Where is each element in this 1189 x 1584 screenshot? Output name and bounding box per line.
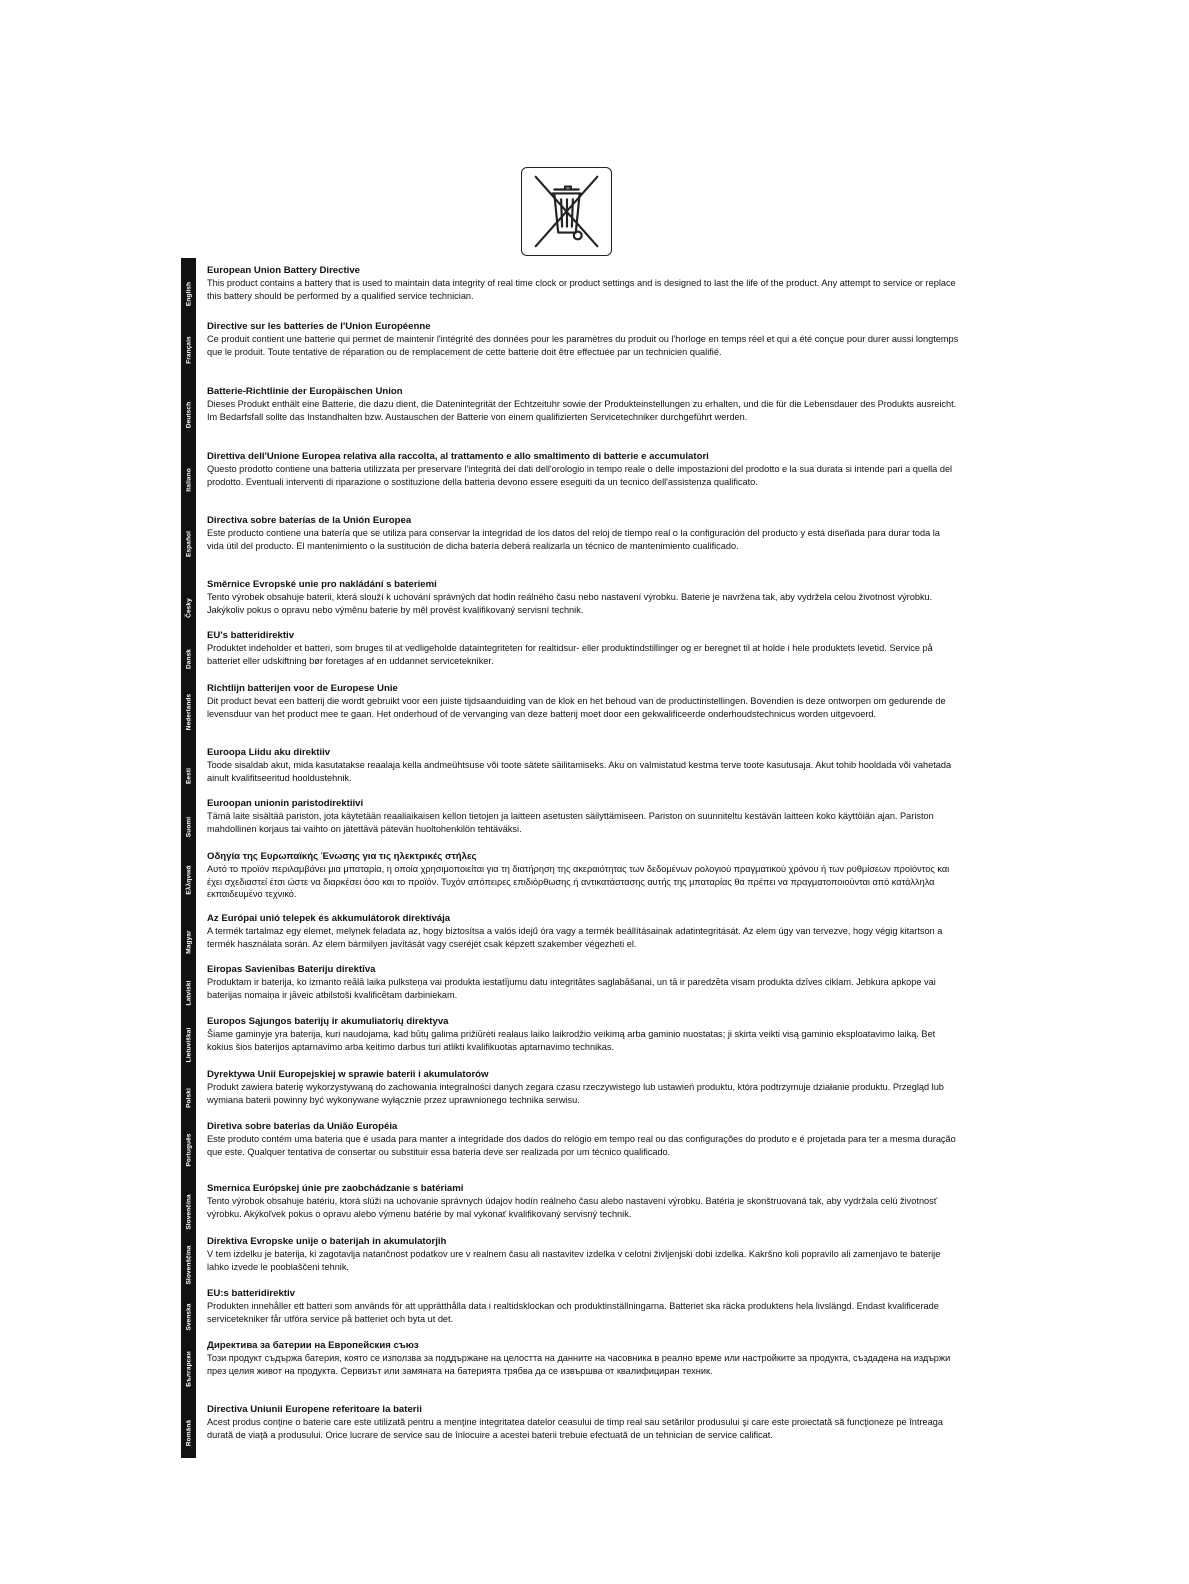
language-tab <box>181 264 196 324</box>
language-label: Nederlands <box>185 693 192 731</box>
section-body: Produktet indeholder et batteri, som bruges til at vedligeholde dataintegriteten for realtidsur- eller produktindstillinger og er beregnet til at holde i hele produktets levetid. Service på batteriet eller udskiftning bør foretages af en uddannet servicetekniker. <box>207 643 933 666</box>
language-label: Latviski <box>185 980 192 1006</box>
section-title: Euroopa Liidu aku direktiiv <box>207 747 331 758</box>
section-title: Dyrektywa Unii Europejskiej w sprawie baterii i akumulatorów <box>207 1069 489 1080</box>
language-label: Български <box>185 1351 192 1387</box>
language-label: Slovenščina <box>185 1245 192 1285</box>
language-tab <box>181 963 196 1023</box>
section-body: Este producto contiene una batería que se utiliza para conservar la integridad de los datos del reloj de tiempo real o la configuración del producto y está diseñada para durar toda la vida útil del producto. El mantenimiento o la sustitución de dicha batería deberá realizarla un técnico de mantenimiento cualificado. <box>207 528 940 551</box>
section-title: Europos Sąjungos baterijų ir akumuliatorių direktyva <box>207 1016 449 1027</box>
section-title: Directive sur les batteries de l'Union Européenne <box>207 321 431 332</box>
section-body: Produkten innehåller ett batteri som används för att upprätthålla data i realtidsklockan och produktinställningarna. Batteriet ska räcka produktens hela livslängd. Endast kvalificerade servicetekniker får utföra service på batteriet och byta ut det. <box>207 1301 939 1324</box>
language-label: Eesti <box>185 767 192 785</box>
language-label: Deutsch <box>185 401 192 429</box>
section-body: Ce produit contient une batterie qui permet de maintenir l'intégrité des données pour les paramètres du produit ou l'horloge en temps réel et qui a été conçue pour durer aussi longtemps que le produit. Toute tentative de réparation ou de remplacement de cette batterie doit être effectuée par un technicien qualifié. <box>207 334 959 357</box>
language-tab <box>181 385 196 445</box>
section-title: Direktiva Evropske unije o baterijah in akumulatorjih <box>207 1236 447 1247</box>
section-title: Batterie-Richtlinie der Europäischen Union <box>207 386 403 397</box>
section-body: V tem izdelku je baterija, ki zagotavlja natančnost podatkov ure v realnem času ali nastavitev izdelka v celotni življenjski dobi izdelka. Kakršno koli popravilo ali zamenjavo te baterije lahko izvede le pooblaščeni tehnik. <box>207 1249 941 1272</box>
language-label: Lietuviškai <box>185 1027 192 1063</box>
language-label: Ελληνικά <box>185 865 192 895</box>
section-title: Smernica Európskej únie pre zaobchádzanie s batériami <box>207 1183 464 1194</box>
language-label: Polski <box>185 1088 192 1108</box>
section-body: Tento výrobek obsahuje baterii, která slouží k uchování správných dat hodin reálného času nebo nastavení výrobku. Baterie je navržena tak, aby vydržela celou životnost výrobku. Jakýkoliv pokus o opravu nebo výměnu baterie by měl provést kvalifikovaný servisní technik. <box>207 592 933 615</box>
section-body: Produkt zawiera baterię wykorzystywaną do zachowania integralności danych zegara czasu rzeczywistego lub ustawień produktu, która podtrzymuje działanie produktu. Przegląd lub wymiana baterii powinny być wykonywane wyłącznie przez uprawnionego technika serwisu. <box>207 1082 944 1105</box>
section-title: Οδηγία της Ευρωπαϊκής Ένωσης για τις ηλεκτρικές στήλες <box>207 851 477 862</box>
section-title: Eiropas Savienības Bateriju direktīva <box>207 964 376 975</box>
section-body: A termék tartalmaz egy elemet, melynek feladata az, hogy biztosítsa a valós idejű óra vagy a termék beállításainak adatintegritását. Az elem úgy van tervezve, hogy végig kitartson a termék használata során. Az elem bármilyen javítását vagy cseréjét csak képzett szakember végezheti el. <box>207 926 943 949</box>
language-tab <box>181 450 196 510</box>
language-tab <box>181 1287 196 1347</box>
language-tab <box>181 1015 196 1075</box>
section-title: European Union Battery Directive <box>207 265 361 276</box>
section-body: Dit product bevat een batterij die wordt gebruikt voor een juiste tijdsaanduiding van de klok en het behoud van de productinstellingen. Bovendien is deze ontworpen om gedurende de levensduur van het product mee te gaan. Het onderhoud of de vervanging van deze batterij moet door een gekwalificeerde onderhoudstechnicus worden uitgevoerd. <box>207 696 946 719</box>
section-body: Tämä laite sisältää pariston, jota käytetään reaaliaikaisen kellon tietojen ja laitteen asetusten säilyttämiseen. Pariston on suunniteltu kestävän laitteen koko käyttöiän ajan. Pariston mahdollinen korjaus tai vaihto on jätettävä pätevän huoltohenkilön tehtäväksi. <box>207 811 934 834</box>
language-label: Magyar <box>185 930 192 954</box>
section-body: Questo prodotto contiene una batteria utilizzata per preservare l'integrità dei dati dell'orologio in tempo reale o delle impostazioni del prodotto e la sua durata si intende pari a quella del prodotto. Eventuali interventi di riparazione o sostituzione della batteria devono essere eseguiti da un tecnico dell'assistenza qualificato. <box>207 464 953 487</box>
section-title: Директива за батерии на Европейския съюз <box>207 1340 419 1351</box>
crossed-out-wheelie-bin-icon <box>522 168 611 255</box>
section-body: Este produto contém uma bateria que é usada para manter a integridade dos dados do relógio em tempo real ou das configurações do produto e é projetada para ter a mesma duração que este. Qualquer tentativa de consertar ou substituir essa bateria deve ser realizada por um técnico qualificado. <box>207 1134 956 1157</box>
language-label: Português <box>185 1133 192 1167</box>
language-label: Česky <box>185 598 192 618</box>
section-title: Směrnice Evropské unie pro nakládání s bateriemi <box>207 579 437 590</box>
section-body: Produktam ir baterija, ko izmanto reālā laika pulksteņa vai produkta iestatījumu datu integritātes saglabāšanai, un tā ir paredzēta visam produkta dzīves ciklam. Jebkura apkope vai baterijas nomaiņa ir jāveic atbilstoši kvalificētam darbiniekam. <box>207 977 936 1000</box>
language-tab <box>181 1235 196 1295</box>
language-label: Español <box>185 531 192 557</box>
section-title: EU's batteridirektiv <box>207 630 295 641</box>
language-label: Français <box>185 336 192 364</box>
language-tab <box>181 1120 196 1180</box>
language-tab <box>181 1182 196 1242</box>
section-title: Direttiva dell'Unione Europea relativa alla raccolta, al trattamento e allo smaltimento di batterie e accumulatori <box>207 451 709 462</box>
language-label: Slovenčina <box>185 1194 192 1230</box>
language-tab <box>181 850 196 910</box>
language-label: Italiano <box>185 468 192 492</box>
language-label: Română <box>185 1419 192 1447</box>
section-title: EU:s batteridirektiv <box>207 1288 295 1299</box>
language-tab <box>181 629 196 689</box>
section-title: Az Európai unió telepek és akkumulátorok direktívája <box>207 913 451 924</box>
section-body: Tento výrobok obsahuje batériu, ktorá slúži na uchovanie správnych údajov hodín reálneho času alebo nastavení výrobku. Batéria je skonštruovaná tak, aby vydržala celú životnosť výrobku. Akýkoľvek pokus o opravu alebo výmenu batérie by mal vykonať kvalifikovaný servisný technik. <box>207 1196 938 1219</box>
language-tab <box>181 514 196 574</box>
language-tab <box>181 1068 196 1128</box>
section-title: Directiva Uniunii Europene referitoare la baterii <box>207 1404 422 1415</box>
section-title: Richtlijn batterijen voor de Europese Unie <box>207 683 398 694</box>
weee-bin-logo <box>521 167 612 256</box>
language-label: English <box>185 281 192 307</box>
section-title: Diretiva sobre baterias da União Européia <box>207 1121 398 1132</box>
language-tab <box>181 797 196 857</box>
section-title: Directiva sobre baterías de la Unión Europea <box>207 515 412 526</box>
language-label: Svenska <box>185 1303 192 1331</box>
language-tab <box>181 682 196 742</box>
section-body: Acest produs conţine o baterie care este utilizată pentru a menţine integritatea datelor ceasului de timp real sau setărilor produsului şi care este proiectată să funcţioneze pe întreaga durată de viaţă a produsului. Orice lucrare de service sau de înlocuire a acestei baterii trebuie efectuată de un tehnician de service calificat. <box>207 1417 943 1440</box>
language-label: Dansk <box>185 648 192 670</box>
section-body: Toode sisaldab akut, mida kasutatakse reaalaja kella andmeühtsuse või toote sätete säilitamiseks. Aku on valmistatud kestma terve toote kasutusaja. Akut tohib hooldada või vahetada ainult kvalifitseeritud hooldustehnik. <box>207 760 952 783</box>
section-body: This product contains a battery that is used to maintain data integrity of real time clock or product settings and is designed to last the life of the product. Any attempt to service or replace this battery should be performed by a qualified service technician. <box>207 278 956 301</box>
section-body: Αυτό το προϊόν περιλαμβάνει μια μπαταρία, η οποία χρησιμοποιείται για τη διατήρηση της ακεραιότητας των δεδομένων ρολογιού πραγματικού χρόνου ή των ρυθμίσεων προϊόντος και έχει σχεδιαστεί έτσι ώστε να διαρκέσει όσο και το προϊόν. Τυχόν απόπειρες επιδιόρθωσης ή αντικατάστασης αυτής της μπαταρίας θα πρέπει να πραγματοποιούνται από κατάλληλα εκπαιδευμένο τεχνικό. <box>207 864 950 900</box>
section-body: Този продукт съдържа батерия, която се използва за поддържане на целостта на данните на часовника в реално време или настройките за продукта, създадена на издържи през целия живот на продукта. Сервизът или замяната на батерията трябва да се извършва от квалифициран техник. <box>207 1353 951 1376</box>
section-title: Euroopan unionin paristodirektiivi <box>207 798 364 809</box>
section-body: Dieses Produkt enthält eine Batterie, die dazu dient, die Datenintegrität der Echtzeituhr sowie der Produkteinstellungen zu erhalten, und die für die Lebensdauer des Produkts ausreicht. Im Bedarfsfall sollte das Instandhalten bzw. Austauschen der Batterie von einem qualifizierten Servicetechniker durchgeführt werden. <box>207 399 957 422</box>
language-tab <box>181 1403 196 1463</box>
language-tab <box>181 320 196 380</box>
section-body: Šiame gaminyje yra baterija, kuri naudojama, kad būtų galima prižiūrėti realaus laiko laikrodžio veikimą arba gaminio nuostatas; ji skirta veikti visą gaminio eksploatavimo laiką. Bet kokius šios baterijos aptarnavimo arba keitimo darbus turi atlikti kvalifikuotas aptarnavimo technikas. <box>207 1029 936 1052</box>
language-label: Suomi <box>185 816 192 838</box>
language-tab <box>181 1339 196 1399</box>
